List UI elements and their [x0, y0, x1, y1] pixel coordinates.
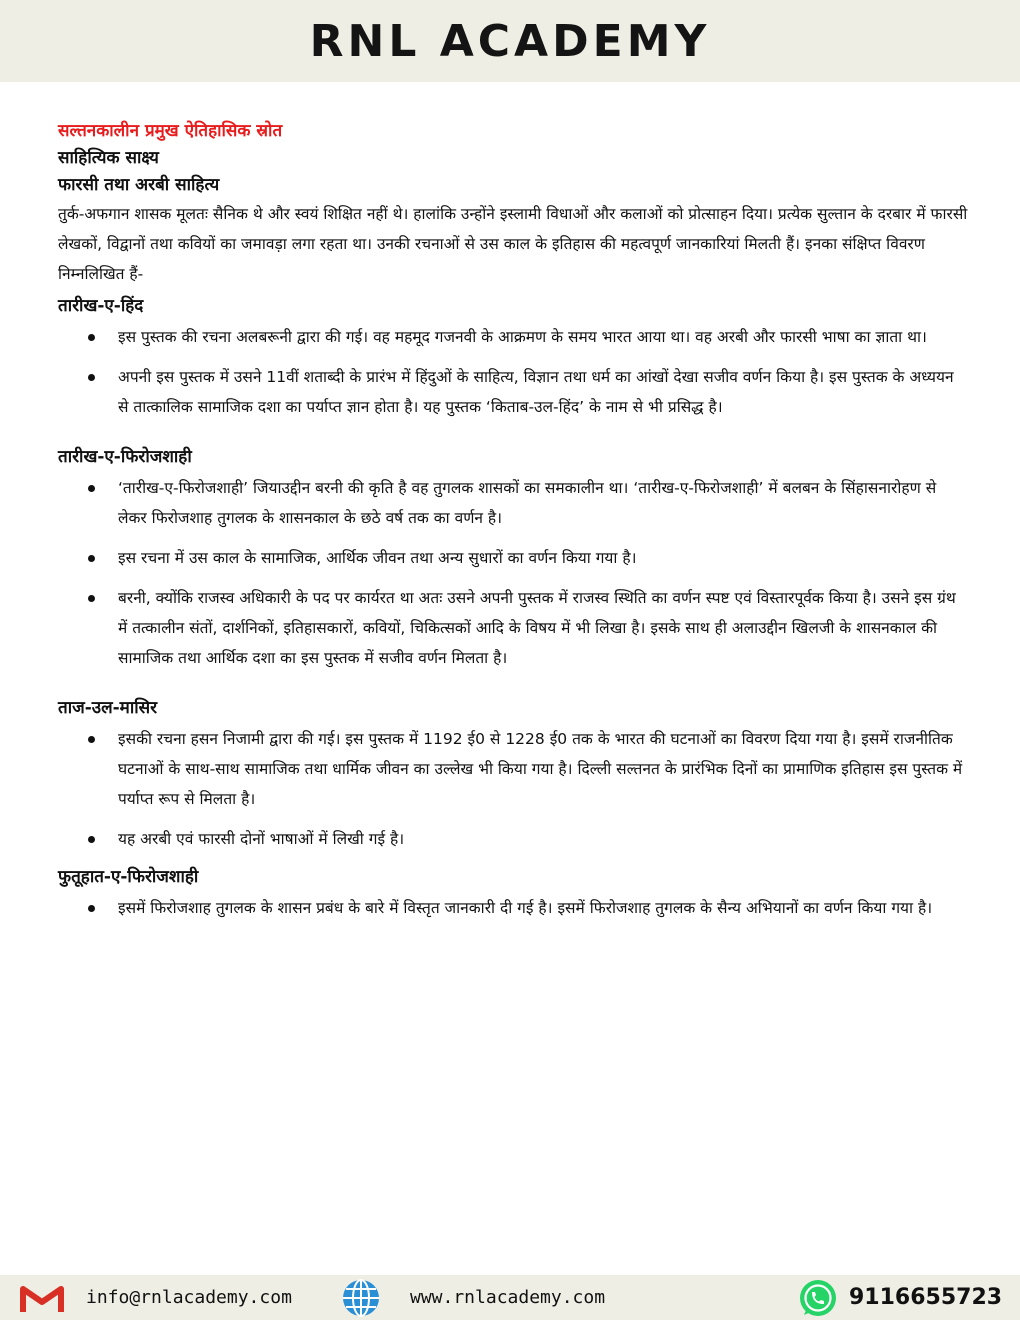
bullet-list [58, 893, 968, 923]
list-item-text: इस रचना में उस काल के सामाजिक, आर्थिक जीवन तथा अन्य सुधारों का वर्णन किया गया है। [118, 549, 637, 567]
website-link[interactable]: www.rnlacademy.com [410, 1287, 606, 1308]
bullet-list [58, 724, 968, 854]
header-title: RNL ACADEMY [309, 15, 711, 67]
list-item-text: इसकी रचना हसन निजामी द्वारा की गई। इस पुस्तक में 1192 ई0 से 1228 ई0 तक के भारत की घटनाओं का विवरण दिया गया है। इसमें राजनीतिक घटनाओं के साथ-साथ सामाजिक तथा धार्मिक जीवन का उल्लेख भी किया गया है। दिल्ली सल्तनत के प्रारंभिक दिनों का प्रामाणिक इतिहास इस पुस्तक में पर्याप्त रूप से मिलता है। [118, 730, 963, 808]
gmail-icon [20, 1283, 64, 1313]
bullet-dot [88, 836, 95, 843]
section-heading-taj-ul-maasir: ताज-उल-मासिर [58, 698, 158, 718]
bullet-dot [88, 905, 95, 912]
footer-email[interactable] [20, 1275, 292, 1320]
bullet-dot [88, 595, 95, 602]
list-item [88, 824, 968, 854]
list-item [88, 724, 968, 814]
globe-icon [338, 1278, 384, 1318]
header-band [0, 0, 1020, 82]
list-item [88, 893, 968, 923]
phone-number[interactable]: 9116655723 [849, 1285, 1003, 1310]
bullet-dot [88, 374, 95, 381]
email-link[interactable]: info@rnlacademy.com [86, 1287, 292, 1308]
section-heading-tarikh-e-hind: तारीख-ए-हिंद [58, 296, 144, 316]
sub-title-literary: साहित्यिक साक्ष्य [58, 148, 159, 168]
intro-paragraph: तुर्क-अफगान शासक मूलतः सैनिक थे और स्वयं शिक्षित नहीं थे। हालांकि उन्होंने इस्लामी विधाओं और कलाओं को प्रोत्साहन दिया। प्रत्येक सुल्तान के दरबार में फारसी लेखकों, विद्वानों तथा कवियों का जमावड़ा लगा रहता था। उनकी रचनाओं से उस काल के इतिहास की महत्वपूर्ण जानकारियां मिलती हैं। इनका संक्षिप्त विवरण निम्नलिखित हैं- [58, 205, 968, 283]
list-item [88, 473, 968, 533]
whatsapp-icon [797, 1277, 839, 1319]
list-item [88, 322, 968, 352]
bullet-dot [88, 736, 95, 743]
list-item-text: ‘तारीख-ए-फिरोजशाही’ जियाउद्दीन बरनी की कृति है वह तुगलक शासकों का समकालीन था। ‘तारीख-ए-फिरोजशाही’ में बलबन के सिंहासनारोहण से लेकर फिरोजशाह तुगलक के शासनकाल के छठे वर्ष तक का वर्णन है। [118, 479, 937, 527]
bullet-dot [88, 485, 95, 492]
bullet-list [58, 473, 968, 673]
section-heading-tarikh-e-firozshahi: तारीख-ए-फिरोजशाही [58, 447, 192, 467]
sub-title-persian-arabic: फारसी तथा अरबी साहित्य [58, 175, 220, 195]
list-item-text: इस पुस्तक की रचना अलबरूनी द्वारा की गई। वह महमूद गजनवी के आक्रमण के समय भारत आया था। वह अरबी और फारसी भाषा का ज्ञाता था। [118, 328, 927, 346]
list-item [88, 583, 968, 673]
main-title: सल्तनकालीन प्रमुख ऐतिहासिक स्रोत [58, 121, 283, 141]
section-heading-futuhat-e-firozshahi: फुतूहात-ए-फिरोजशाही [58, 867, 199, 887]
document-body [58, 118, 968, 933]
footer-band [0, 1275, 1020, 1320]
list-item-text: यह अरबी एवं फारसी दोनों भाषाओं में लिखी गई है। [118, 830, 405, 848]
list-item [88, 362, 968, 422]
list-item-text: अपनी इस पुस्तक में उसने 11वीं शताब्दी के प्रारंभ में हिंदुओं के साहित्य, विज्ञान तथा धर्म का आंखों देखा सजीव वर्णन किया है। इस पुस्तक के अध्ययन से तात्कालिक सामाजिक दशा का पर्याप्त ज्ञान होता है। यह पुस्तक ‘किताब-उल-हिंद’ के नाम से भी प्रसिद्ध है। [118, 368, 954, 416]
bullet-list [58, 322, 968, 422]
bullet-dot [88, 555, 95, 562]
list-item-text: इसमें फिरोजशाह तुगलक के शासन प्रबंध के बारे में विस्तृत जानकारी दी गई है। इसमें फिरोजशाह तुगलक के सैन्य अभियानों का वर्णन किया गया है। [118, 899, 933, 917]
list-item [88, 543, 968, 573]
bullet-dot [88, 334, 95, 341]
list-item-text: बरनी, क्योंकि राजस्व अधिकारी के पद पर कार्यरत था अतः उसने अपनी पुस्तक में राजस्व स्थिति का वर्णन स्पष्ट एवं विस्तारपूर्वक किया है। उसने इस ग्रंथ में तत्कालीन संतों, दार्शनिकों, इतिहासकारों, कवियों, चिकित्सकों आदि के विषय में भी लिखा है। इसके साथ ही अलाउद्दीन खिलजी के शासनकाल की सामाजिक तथा आर्थिक दशा का इस पुस्तक में सजीव वर्णन मिलता है। [118, 589, 956, 667]
footer-phone[interactable] [797, 1275, 1002, 1320]
footer-website[interactable] [338, 1275, 605, 1320]
